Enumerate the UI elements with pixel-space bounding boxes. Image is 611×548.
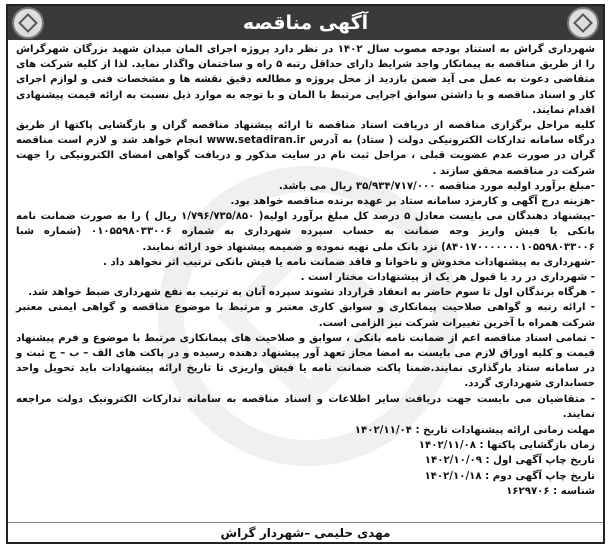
deadline-date: مهلت زمانی ارائه پیشنهادات تاریخ : ۱۴۰۲/۱۱/۰۴ <box>354 425 595 437</box>
paragraph-procedure: کلیه مراحل برگزاری مناقصه از دریافت اسناد مناقصه تا ارائه پیشنهاد مناقصه گران و بازگشایی پاکتها از طریق درگاه سامانه تدارکات الکترونیکی دولت ( ستاد) به آدرس www.setadiran.ir انجام خواهد شد و لازم است مناقصه گران در صورت عدم عضویت قبلی ، مراحل ثبت نام در سایت مذکور و دریافت گواهی امضای الکترونیکی را جهت شرکت در مناقصه محقق سازند . <box>16 120 595 177</box>
paragraph-documents: - تمامی اسناد مناقصه اعم از ضمانت نامه بانکی ، سوابق و صلاحیت های پیمانکاری مرتبط با موضوع و فرم پیشنهاد قیمت و کلیه اوراق لازم می بایست به امضا مجاز تعهد آور پیشنهاد دهنده رسیده و در پاکت های الف – ب – ج ثبت و در سامانه ستاد بارگذاری نمایند.ضمنا پاکت ضمانت نامه یا فیش واریزی تا تاریخ ارائه پیشنهادات باید تحویل واحد حسابداری شهرداری گردد. <box>16 332 595 390</box>
paragraph-info: - متقاضیان می بایست جهت دریافت سایر اطلاعات و اسناد مناقصه به سامانه تدارکات الکترونیک دولت مراجعه نمایند. <box>16 393 595 420</box>
paragraph-fees: -هزینه درج آگهی و کارمزد سامانه ستاد بر عهده برنده مناقصه خواهد بود. <box>230 196 595 208</box>
second-print-date: تاریخ چاپ آگهی دوم : ۱۴۰۲/۱۰/۱۸ <box>424 470 595 482</box>
paragraph-intro: شهرداری گراش به استناد بودجه مصوب سال ۱۴۰۲ در نظر دارد پروژه اجرای المان میدان شهید بزرگان شهرگراش را از طریق مناقصه به پیمانکار واجد شرایط دارای حداقل رتبه ۵ راه و ساختمان واگذار نماید. لذا از کلیه شرکت های متقاضی دعوت به عمل می آید ضمن بازدید از محل پروژه و مطالعه دقیق نقشه ها و مشخصات فنی و لوازم اجرای کار و اسناد مناقصه و با داشتن سوابق اجرایی مرتبط با المان و با توجه به موارد ذیل نسبت به ارائه قیمت پیشنهادی اقدام نمایند. <box>16 44 595 116</box>
paragraph-guarantee: -پیشنهاد دهندگان می بایست معادل ۵ درصد کل مبلغ برآورد اولیه( ۱/۷۹۶/۷۳۵/۸۵۰ ریال ) را به صورت ضمانت نامه بانکی یا فیش واریز وجه ضمانت به حساب سپرده شهرداری به شماره ۰۱۰۵۵۹۸۰۳۳۰۰۶ (شماره شبا ۸۴۰۱۷۰۰۰۰۰۰۰۱۰۵۵۹۸۰۳۳۰۰۶) نزد بانک ملی تهیه نموده و ضمیمه پیشنهاد خود ارائه نمایند. <box>16 211 595 253</box>
first-print-date: تاریخ چاپ آگهی اول : ۱۴۰۲/۱۰/۰۹ <box>424 455 595 467</box>
notice-body <box>16 42 595 499</box>
paragraph-forfeit: - هرگاه برندگان اول تا سوم حاضر به انعقاد قرارداد نشوند سپرده آنان به ترتیب به نفع شهرداری ضبط خواهد شد. <box>28 287 595 299</box>
paragraph-qualifications: - ارائه رتبه و گواهی صلاحیت پیمانکاری و سوابق کاری معتبر و مرتبط با موضوع مناقصه و گواهی ایمنی معتبر شرکت همراه با آخرین تغییرات شرکت نیز الزامی است. <box>16 302 595 329</box>
mayor-signature: مهدی حلیمی –شهردار گراش <box>8 522 603 540</box>
key-dates <box>16 423 595 499</box>
paragraph-estimate: -مبلغ برآورد اولیه مورد مناقصه ۳۵/۹۳۴/۷۱۷/۰۰۰ ریال می باشد. <box>278 180 595 192</box>
notice-title: آگهی مناقصه <box>242 12 369 34</box>
title-bar <box>8 6 603 40</box>
tender-notice <box>6 4 605 544</box>
notice-id: شناسه : ۱۶۲۹۷۰۶ <box>506 485 595 497</box>
municipality-emblem-icon <box>12 7 44 39</box>
municipality-emblem-icon <box>567 7 599 39</box>
opening-date: زمان بازگشایی پاکتها : ۱۴۰۲/۱۱/۰۸ <box>418 440 595 452</box>
paragraph-discretion: - شهرداری در رد یا قبول هر یک از پیشنهادات مختار است . <box>300 272 595 284</box>
paragraph-invalid-bids: -شهرداری به پیشنهادات مخدوش و ناخوانا و فاقد ضمانت نامه یا فیش بانکی ترتیب اثر نخواهد داد . <box>103 256 595 268</box>
